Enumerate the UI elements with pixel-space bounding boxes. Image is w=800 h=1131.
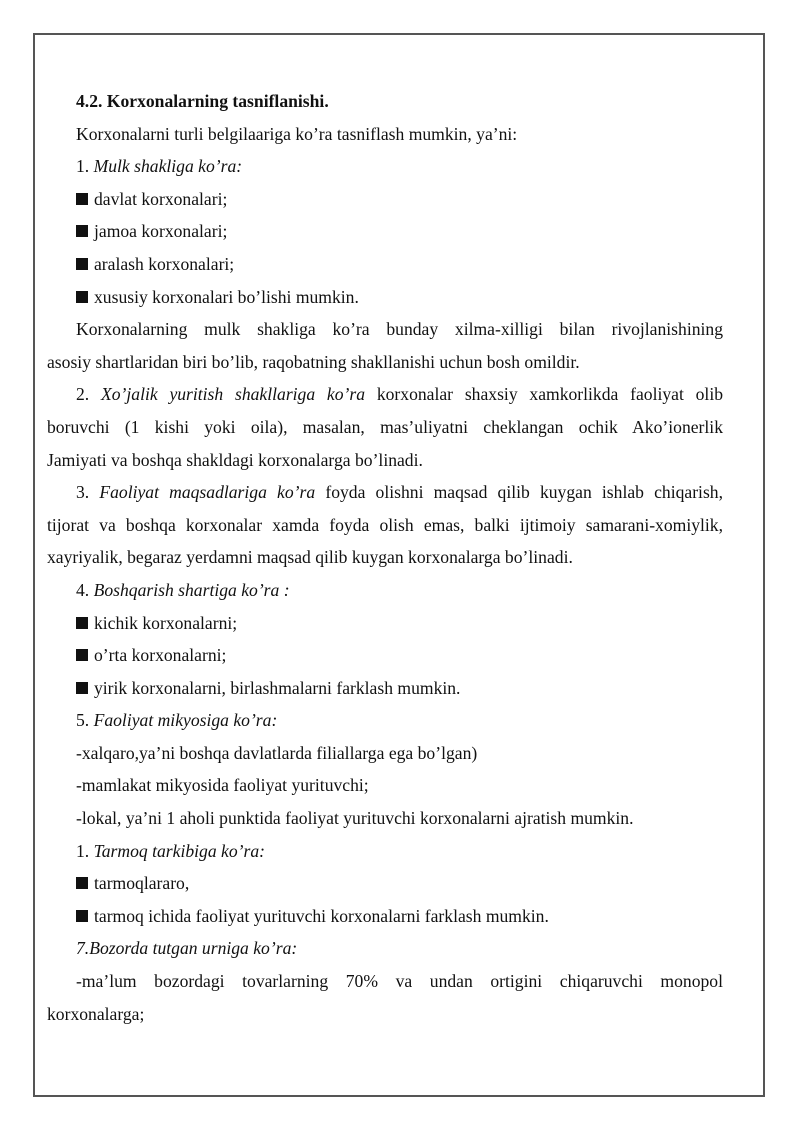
section-3-title <box>47 476 723 509</box>
list-item <box>47 867 723 900</box>
square-bullet-icon <box>76 225 88 237</box>
section-number: 1. <box>76 156 94 177</box>
section-text: korxonalar shaxsiy xamkorlikda faoliyat olib <box>365 384 723 405</box>
square-bullet-icon <box>76 193 88 205</box>
paragraph-line: boruvchi (1 kishi yoki oila), masalan, mas’uliyatni cheklangan ochik Ako’ionerlik <box>47 416 723 437</box>
paragraph-line: Jamiyati va boshqa shakldagi korxonalarga bo’linadi. <box>47 449 423 470</box>
dash-item: -mamlakat mikyosida faoliyat yurituvchi; <box>76 775 369 796</box>
list-item <box>47 215 723 248</box>
section-title: Tarmoq tarkibiga ko’ra: <box>93 840 265 861</box>
section-4-title <box>47 574 723 607</box>
list-item-text: kichik korxonalarni; <box>94 612 238 633</box>
list-item-text: jamoa korxonalari; <box>94 221 228 242</box>
square-bullet-icon <box>76 682 88 694</box>
list-item <box>47 281 723 314</box>
paragraph-line: tijorat va boshqa korxonalar xamda foyda olish emas, balki ijtimoiy samarani-xomiylik, <box>47 514 723 535</box>
list-item <box>47 183 723 216</box>
section-5-title <box>47 704 723 737</box>
list-item <box>47 607 723 640</box>
section-6-title <box>47 835 723 868</box>
section-7-title: 7.Bozorda tutgan urniga ko’ra: <box>76 938 298 959</box>
square-bullet-icon <box>76 877 88 889</box>
list-item <box>47 900 723 933</box>
section-title: Xo’jalik yuritish shakllariga ko’ra <box>100 384 366 405</box>
square-bullet-icon <box>76 617 88 629</box>
dash-item: -lokal, ya’ni 1 aholi punktida faoliyat yurituvchi korxonalarni ajratish mumkin. <box>76 808 634 829</box>
section-number: 4. <box>76 579 94 600</box>
square-bullet-icon <box>76 291 88 303</box>
paragraph-line: -ma’lum bozordagi tovarlarning 70% va undan ortigini chiqaruvchi monopol <box>76 971 723 992</box>
dash-item: -xalqaro,ya’ni boshqa davlatlarda filiallarga ega bo’lgan) <box>76 742 478 763</box>
section-title: Faoliyat maqsadlariga ko’ra <box>99 482 316 503</box>
list-item <box>47 672 723 705</box>
list-item-text: tarmoq ichida faoliyat yurituvchi korxonalarni farklash mumkin. <box>94 905 549 926</box>
list-item <box>47 248 723 281</box>
document-body <box>47 85 723 1030</box>
section-number: 3. <box>76 482 100 503</box>
list-item-text: aralash korxonalari; <box>94 253 235 274</box>
square-bullet-icon <box>76 910 88 922</box>
section-1-title <box>47 150 723 183</box>
list-item-text: davlat korxonalari; <box>94 188 228 209</box>
section-number: 5. <box>76 710 94 731</box>
square-bullet-icon <box>76 649 88 661</box>
paragraph-line: asosiy shartlaridan biri bo’lib, raqobatning shakllanishi uchun bosh omildir. <box>47 351 580 372</box>
section-2-title <box>47 378 723 411</box>
section-title: Boshqarish shartiga ko’ra : <box>93 579 290 600</box>
paragraph-line: Korxonalarning mulk shakliga ko’ra bunday xilma-xilligi bilan rivojlanishining <box>76 319 723 340</box>
list-item-text: tarmoqlararo, <box>94 873 190 894</box>
section-number: 2. <box>76 384 101 405</box>
list-item <box>47 639 723 672</box>
paragraph-line: xayriyalik, begaraz yerdamni maqsad qilib kuygan korxonalarga bo’linadi. <box>47 547 573 568</box>
intro-paragraph: Korxonalarni turli belgilaariga ko’ra tasniflash mumkin, ya’ni: <box>76 123 518 144</box>
section-heading: 4.2. Korxonalarning tasniflanishi. <box>76 91 329 111</box>
list-item-text: o’rta korxonalarni; <box>94 645 227 666</box>
section-title: Faoliyat mikyosiga ko’ra: <box>93 710 278 731</box>
list-item-text: yirik korxonalarni, birlashmalarni farklash mumkin. <box>94 677 461 698</box>
square-bullet-icon <box>76 258 88 270</box>
section-title: Mulk shakliga ko’ra: <box>93 156 243 177</box>
paragraph-line: korxonalarga; <box>47 1003 145 1024</box>
list-item-text: xususiy korxonalari bo’lishi mumkin. <box>94 286 359 307</box>
section-number: 1. <box>76 840 94 861</box>
section-text: foyda olishni maqsad qilib kuygan ishlab chiqarish, <box>315 482 723 503</box>
